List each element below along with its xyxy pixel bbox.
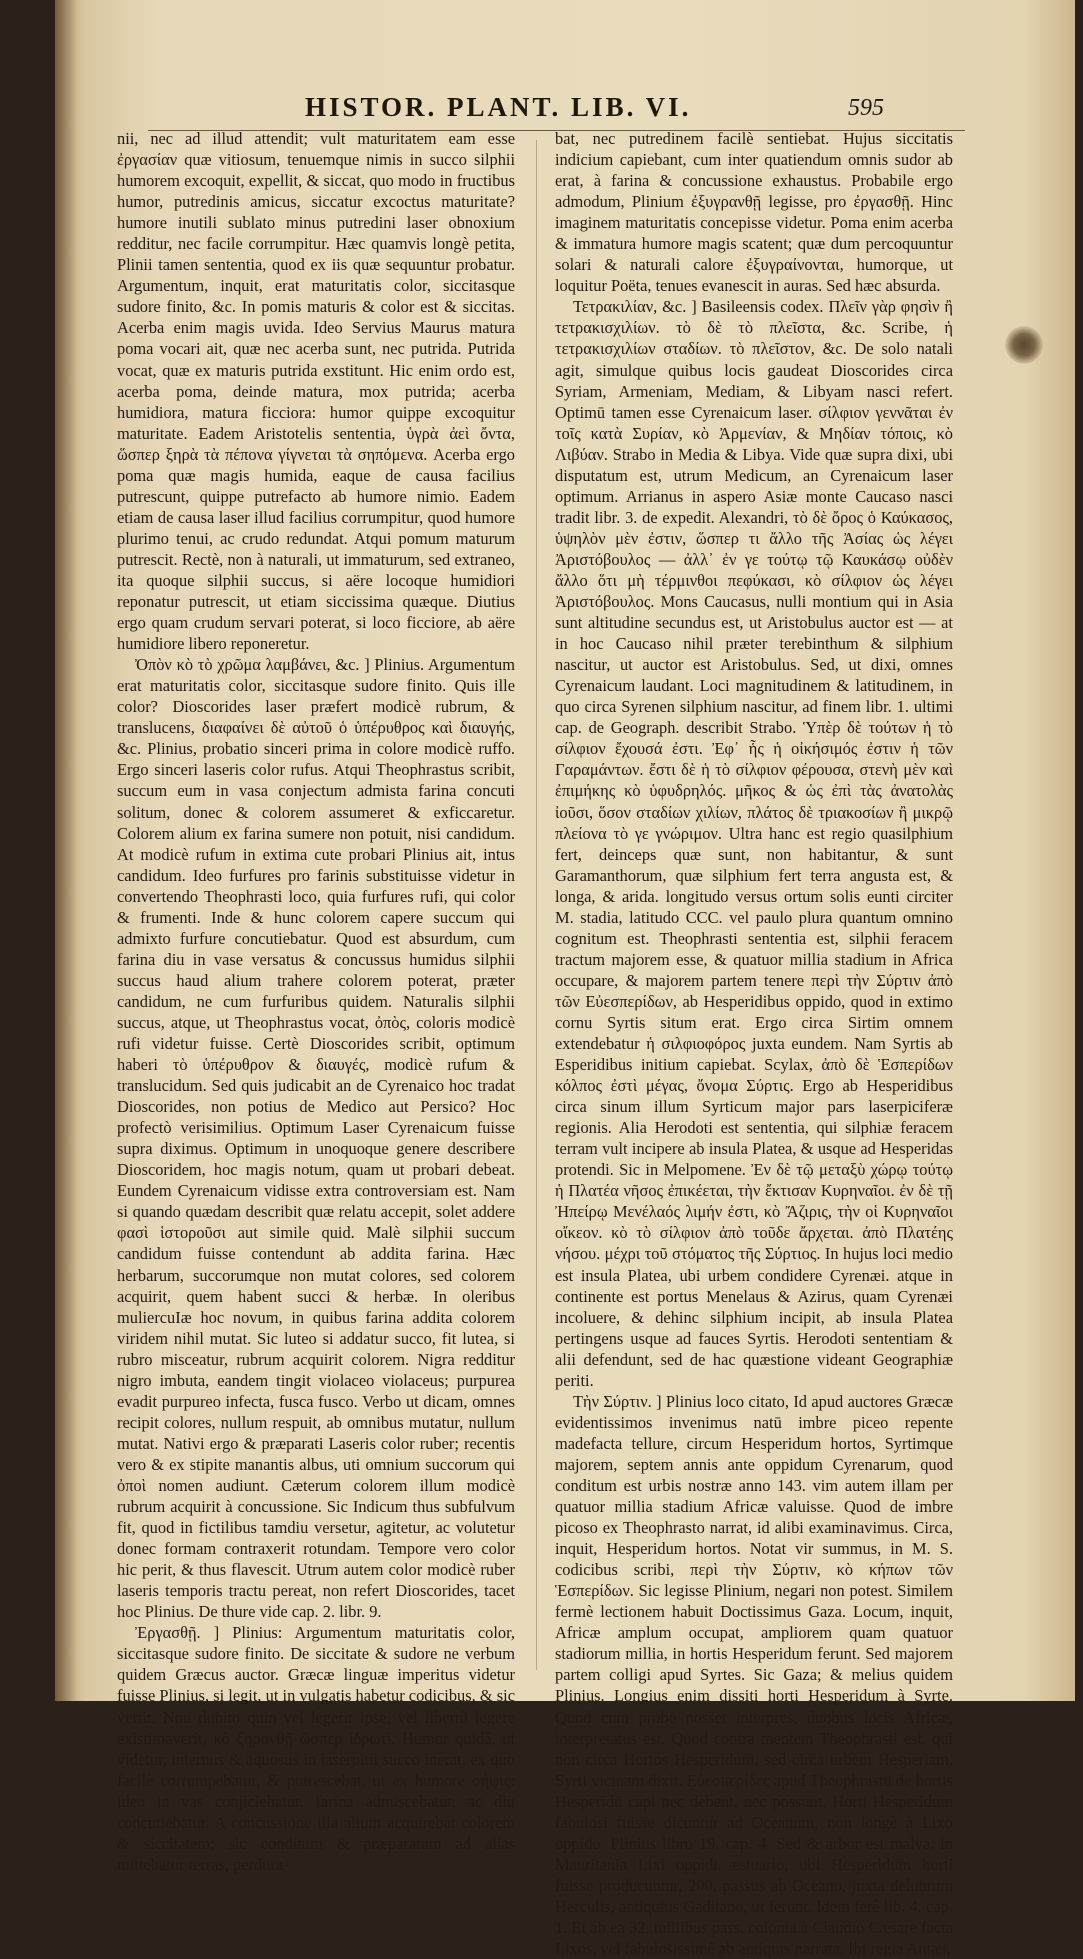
ink-stain [1005,326,1043,364]
left-paragraph-2: Ὀπὸν κὸ τὸ χρῶμα λαμβάνει, &c. ] Plinius. Argumentum erat maturitatis color, siccitasque sudore finito. Quis ille color? Dioscorides laser præfert modicè rubrum, & translucens, διαφαίνει δὲ αὐτοῦ ὁ ὑπέρυθρος καὶ διαυγής, &c. Plinius, probatio sinceri prima in colore modicè ruffo. Ergo sinceri laseris color rufus. Atqui Theophrastus scribit, succum eum in vasa conjectum admista farina concuti solitum, donec & colorem assumeret & exficcaretur. Colorem alium ex farina sumere non potuit, nisi candidum. At modicè rufum in extima cute probari Plinius ait, intus candidum. Ideo furfures pro farinis substituisse videtur in convertendo Theophrasti loco, quia furfures rufi, qui color & frumenti. Inde & hunc colorem capere succum qui admixto furfure concutiebatur. Quod est absurdum, cum farina diu in vase versatus & concussus humidus silphii succus haud alium trahere colorem poterat, præter candidum, ne cum furfuribus quidem. Naturalis silphii succus, atque, ut Theophrastus vocat, ὀπὸς, coloris modicè rufi videtur fuisse. Certè Dioscorides scribit, optimum haberi τὸ ὑπέρυθρον & διαυγές, modicè rufum & translucidum. Sed quis judicabit an de Cyrenaico hoc tradat Dioscorides, non potius de Medico aut Persico? Hoc profectò verisimilius. Optimum Laser Cyrenaicum fuisse supra diximus. Optimum in unoquoque genere describere Dioscoridem, hoc magis notum, quam ut probari debeat. Eundem Cyrenaicum vidisse extra controversiam est. Nam si quando quædam describit quæ relatu accepit, solet addere φασὶ ἱστοροῦσι aut simile quid. Malè silphii succum candidum fuisse contendunt ab addita farina. Hæc herbarum, succorumque non mutat colores, sed colorem acquirit, quem habent succi & herbæ. In oleribus muliercuIæ hoc novum, in quibus farina addita colorem viridem nihil mutat. Sic luteo si addatur succo, fit lutea, si rubro misceatur, rubrum acquirit colorem. Nigra redditur nigro imbuta, eandem tingit violaceo violaceus; purpurea evadit purpureo infecta, fusca fusco. Verbo ut dicam, omnes recipit colores, nullum respuit, ab omnibus mutatur, nullum mutat. Nativi ergo & præparati Laseris color ruber; recentis vero & ex stipite manantis albus, uti omnium succorum qui ὀποὶ nomen audiunt. Cæterum colorem illum modicè rubrum acquirit à concussione. Sic Indicum thus subfulvum fit, quod in fictilibus tamdiu versetur, agitetur, ac volutetur donec formam contraxerit rotundam. Tempore vero color hic perit, & thus flavescit. Utrum autem color modicè ruber laseris temporis tractu pereat, non refert Dioscorides, tacet hoc Plinius. De thure vide cap. 2. libr. 9. [117,655,515,1622]
book-page [55,0,1075,1959]
right-paragraph-1: bat, nec putredinem facilè sentiebat. Hujus siccitatis indicium capiebant, cum inter quatiendum omnis sudor ab erat, à farina & concussione exhaustus. Probabile ergo admodum, Plinium ἐξυγρανθῇ legisse, pro ἐργασθῇ. Hinc imaginem maturitatis concepisse videtur. Poma enim acerba & immatura humore magis scatent; quæ dum percoquuntur solari & naturali calore ἐξυγραίνονται, humorque, ut loquitur Poëta, tenues evanescit in auras. Sed hæc absurda. [555,129,953,296]
right-column [555,128,953,1959]
column-divider [536,140,537,1670]
right-paragraph-2: Τετρακιλίαν, &c. ] Basileensis codex. Πλεῖν γὰρ φησὶν ἢ τετρακισχιλίων. τὸ δὲ τὸ πλεῖστα, &c. Scribe, ἡ τετρακισχιλίων σταδίων. τὸ πλεῖστον, &c. De solo natali agit, simulque quibus locis gaudeat Dioscorides circa Syriam, Armeniam, Mediam, & Libyam nasci refert. Optimū tamen esse Cyrenaicum laser. σίλφιον γεννᾶται ἐν τοῖς κατὰ Συρίαν, κὸ Ἀρμενίαν, & Μηδίαν τόποις, κὸ Λιβύαν. Strabo in Media & Libya. Vide quæ supra dixi, ubi disputatum est, utrum Medicum, an Cyrenaicum laser optimum. Arrianus in aspero Asiæ monte Caucaso nasci tradit libr. 3. de expedit. Alexandri, τὸ δὲ ὄρος ὁ Καύκασος, ὑψηλὸν μὲν ἐστιν, ὥσπερ τι ἄλλο τῆς Ἀσίας ὡς λέγει Ἀριστόβουλος — ἀλλ᾽ ἐν γε τούτῳ τῷ Καυκάσῳ οὐδὲν ἄλλο ὅτι μὴ τέρμινθοι πεφύκασι, κὸ σίλφιον ὡς λέγει Ἀριστόβουλος. Mons Caucasus, nulli montium qui in Asia sunt altitudine secundus est, ut Aristobulus auctor est — at in hoc Caucaso nihil præter terebinthum & silphium nascitur, ut auctor est Aristobulus. Sed, ut dixi, omnes Cyrenaicum laudant. Loci magnitudinem & latitudinem, in quo circa Syrenen silphium nascitur, ad finem libr. 1. ultimi cap. de Geograph. describit Strabo. Ὑπὲρ δὲ τούτων ἡ τὸ σίλφιον ἔχουσά ἐστι. Ἐφ᾽ ἧς ἡ οἰκήσιμός ἐστιν ἡ τῶν Γαραμάντων. ἔστι δὲ ἡ τὸ σίλφιον φέρουσα, στενὴ μὲν καὶ ἐπιμήκης κὸ ὑφυδρηλός. μῆκος & ὡς ἐπὶ τὰς ἀνατολὰς ἰοῦσι, ὅσον σταδίων χιλίων, πλάτος δὲ τριακοσίων ἢ μικρῷ πλείονα τὸ γε γνώριμον. Ultra hanc est regio quasilphium fert, deinceps quæ sunt, non habitantur, & sunt Garamanthorum, quæ silphium fert terra angusta est, & longa, & arida. longitudo versus ortum solis eunti circiter M. stadia, latitudo CCC. vel paulo plura quantum omnino cognitum est. Theophrasti sententia est, silphii feracem tractum majorem esse, & quatuor millia stadium in Africa occupare, & majorem partem tenere περὶ τὴν Σύρτιν ἀπὸ τῶν Εὐεσπερίδων, ab Hesperidibus oppido, quod in extimo cornu Syrtis situm erat. Ergo circa Sirtim omnem extendebatur ἡ σιλφιοφόρος juxta eundem. Nam Syrtis ab Esperidibus initium capiebat. Scylax, ἀπὸ δὲ Ἑσπερίδων κόλπος ἐστὶ μέγας, ὄνομα Σύρτις. Ergo ab Hesperidibus circa sinum illum Syrticum major pars laserpiciferæ regionis. Alia Herodoti est sententia, qui silphiæ feracem terram vult incipere ab insula Platea, & usque ad Hesperidas protendi. Sic in Melpomene. Ἐν δὲ τῷ μεταξὺ χώρῳ τούτῳ ἡ Πλατέα νῆσος ἐπικέεται, τὴν ἔκτισαν Κυρηναῖοι. ἐν δὲ τῇ Ἠπείρῳ Μενέλαός λιμήν ἐστι, κὸ Ἄζιρις, τὴν οἱ Κυρηναῖοι οἴκεον. κὸ τὸ σίλφιον ἀπὸ τοῦδε ἄρχεται. ἀπὸ Πλατέης νήσου. μέχρι τοῦ στόματος τῆς Σύρτιος. In hujus loci medio est insula Platea, ubi urbem condidere Cyrenæi. atque in continente est portus Menelaus & Azirus, quam Cyrenæi incoluere, & dehinc silphium incipit, ab insula Platea pertingens usque ad fauces Syrtis. Herodoti sententiam & alii defendunt, sed de hac quæstione videant Geographiæ periti. [555,297,953,1390]
running-title: HISTOR. PLANT. LIB. VI. [305,92,692,122]
page-number: 595 [848,95,884,121]
left-paragraph-3: Ἐργασθῇ. ] Plinius: Argumentum maturitatis color, siccitasque sudore finito. De siccitate & sudore ne verbum quidem Græcus auctor. Græcæ linguæ imperitus videtur fuisse Plinius, si legit, ut in vulgatis habetur codicibus, & sic vertit. Non dubito quin vel legerit ipse, vel libertû legere existimaverit, κὸ ξηρανθῇ ὥσπερ ἰδρωτὶ. Humor quidâ, ut videtur, internus & aquosus in laserpitii succo inerat, ex quo facilè corrumpebatur, & putrescebat, ut ex humore σήψις: ideo in vas conjiciebatur, farina admiscebatur, ac diu concutiebatur. A concussione illa alium acquirebat colorem & siccitatem; sic conditum & præparatum ad alias mittebatur terras, perdura- [117,1623,515,1874]
left-column [117,128,515,1875]
gutter-shadow [55,0,77,1701]
right-paragraph-3: Τὴν Σύρτιν. ] Plinius loco citato, Id apud auctores Græcæ evidentissimos invenimus natū imbre piceo repente madefacta tellure, circum Hesperidum hortos, Syrtimque majorem, septem annis ante oppidum Cyrenarum, quod conditum est urbis nostræ anno 143. vim autem illam per quatuor millia stadium Africæ valuisse. Quod de imbre picoso ex Theophrasto narrat, id alibi examinavimus. Circa, inquit, Hesperidum hortos. Notat vir summus, in M. S. codicibus scribi, περὶ τὴν Σύρτιν, κὸ κήπων τῶν Ἑσπερίδων. Sic legisse Plinium, negari non potest. Similem fermè lectionem habuit Doctissimus Gaza. Locum, inquit, Africæ amplum occupat, ampliorem quam quatuor stadiorum millia, in hortis Hesperidum ferunt. Sed majorem partem colligi apud Syrtes. Sic Gaza; & melius quidem Plinius. Longius enim dissiti horti Hesperidum à Syrte. Quod cum probè nosset interpres, duobus locis Africæ, interpretatus est. Quod contra mentem Theophrasti est. qui non circa Hortos Hesperidum, sed circa urbem Hesperiam, Syrti vicinam dixit. Εὐεσπερίδες apud Theophrastū de hortis Hesperidū capi nec debent, nec possunt. Horti Hesperidum fabulosi fuisse dicuntur ad Oceanum, non longè à Lixo oppido. Plinius libro 19. cap. 4. Sed & arbor est malva, in Mauritania Lixi oppidi æstuario, ubi Hesperidum horti fuisse producuntur, 200. passus ab Oceano, juxta delubrum Herculis, antiquius Gaditano, ut ferunt. Idem ferè lib. 4. cap. 1. Et ab ea 32. millibus pass. colonia à Claudio Cæsare facta Lixos, vel fabulosissimè ab antiquis narrata. Ibi regia Antæi, [555,1391,953,1959]
left-paragraph-1: nii, nec ad illud attendit; vult maturitatem eam esse ἐργασίαν quæ vitiosum, tenuemque nimis in succo silphii humorem excoquit, expellit, & siccat, quo modo in fructibus humor, putredinis amicus, siccatur excoctus maturitate? humore inutili sublato minus putredini laser obnoxium redditur, nec facile corrumpitur. Hæc quamvis longè petita, Plinii tamen sententia, quod ex iis quæ sequuntur probatur. Argumentum, inquit, erat maturitatis color, siccitasque sudore finito, &c. In pomis maturis & color est & siccitas. Acerba enim magis uvida. Ideo Servius Maurus matura poma vocari ait, quæ nec acerba sunt, nec putrida. Putrida vocat, quæ ex maturis putrida exstitunt. Hic enim ordo est, acerba poma, deinde matura, mox putrida; acerba humidiora, matura ficciora: humor quippe excoquitur maturitate. Eadem Aristotelis sententia, ὑγρὰ ἀεὶ ὄντα, ὥσπερ ξηρὰ τὰ πέπονα γίγνεται τὰ σηπόμενα. Acerba ergo poma quæ magis humida, eaque de causa facilius putrescunt, quippe putrefacto ab humore nimio. Eadem etiam de causa laser illud facilius corrumpitur, quod humore plurimo tenui, ac crudo redundat. Atqui pomum maturum putrescit. Rectè, non à naturali, ut immaturum, sed extraneo, ita quoque silphii succus, si aëre locoque humidiori reponatur putrescit, ut etiam siccissima quæque. Diutius ergo quam crudum servari poterat, si loco ficciore, ab aëre humidiore libero reponeretur. [117,129,515,654]
